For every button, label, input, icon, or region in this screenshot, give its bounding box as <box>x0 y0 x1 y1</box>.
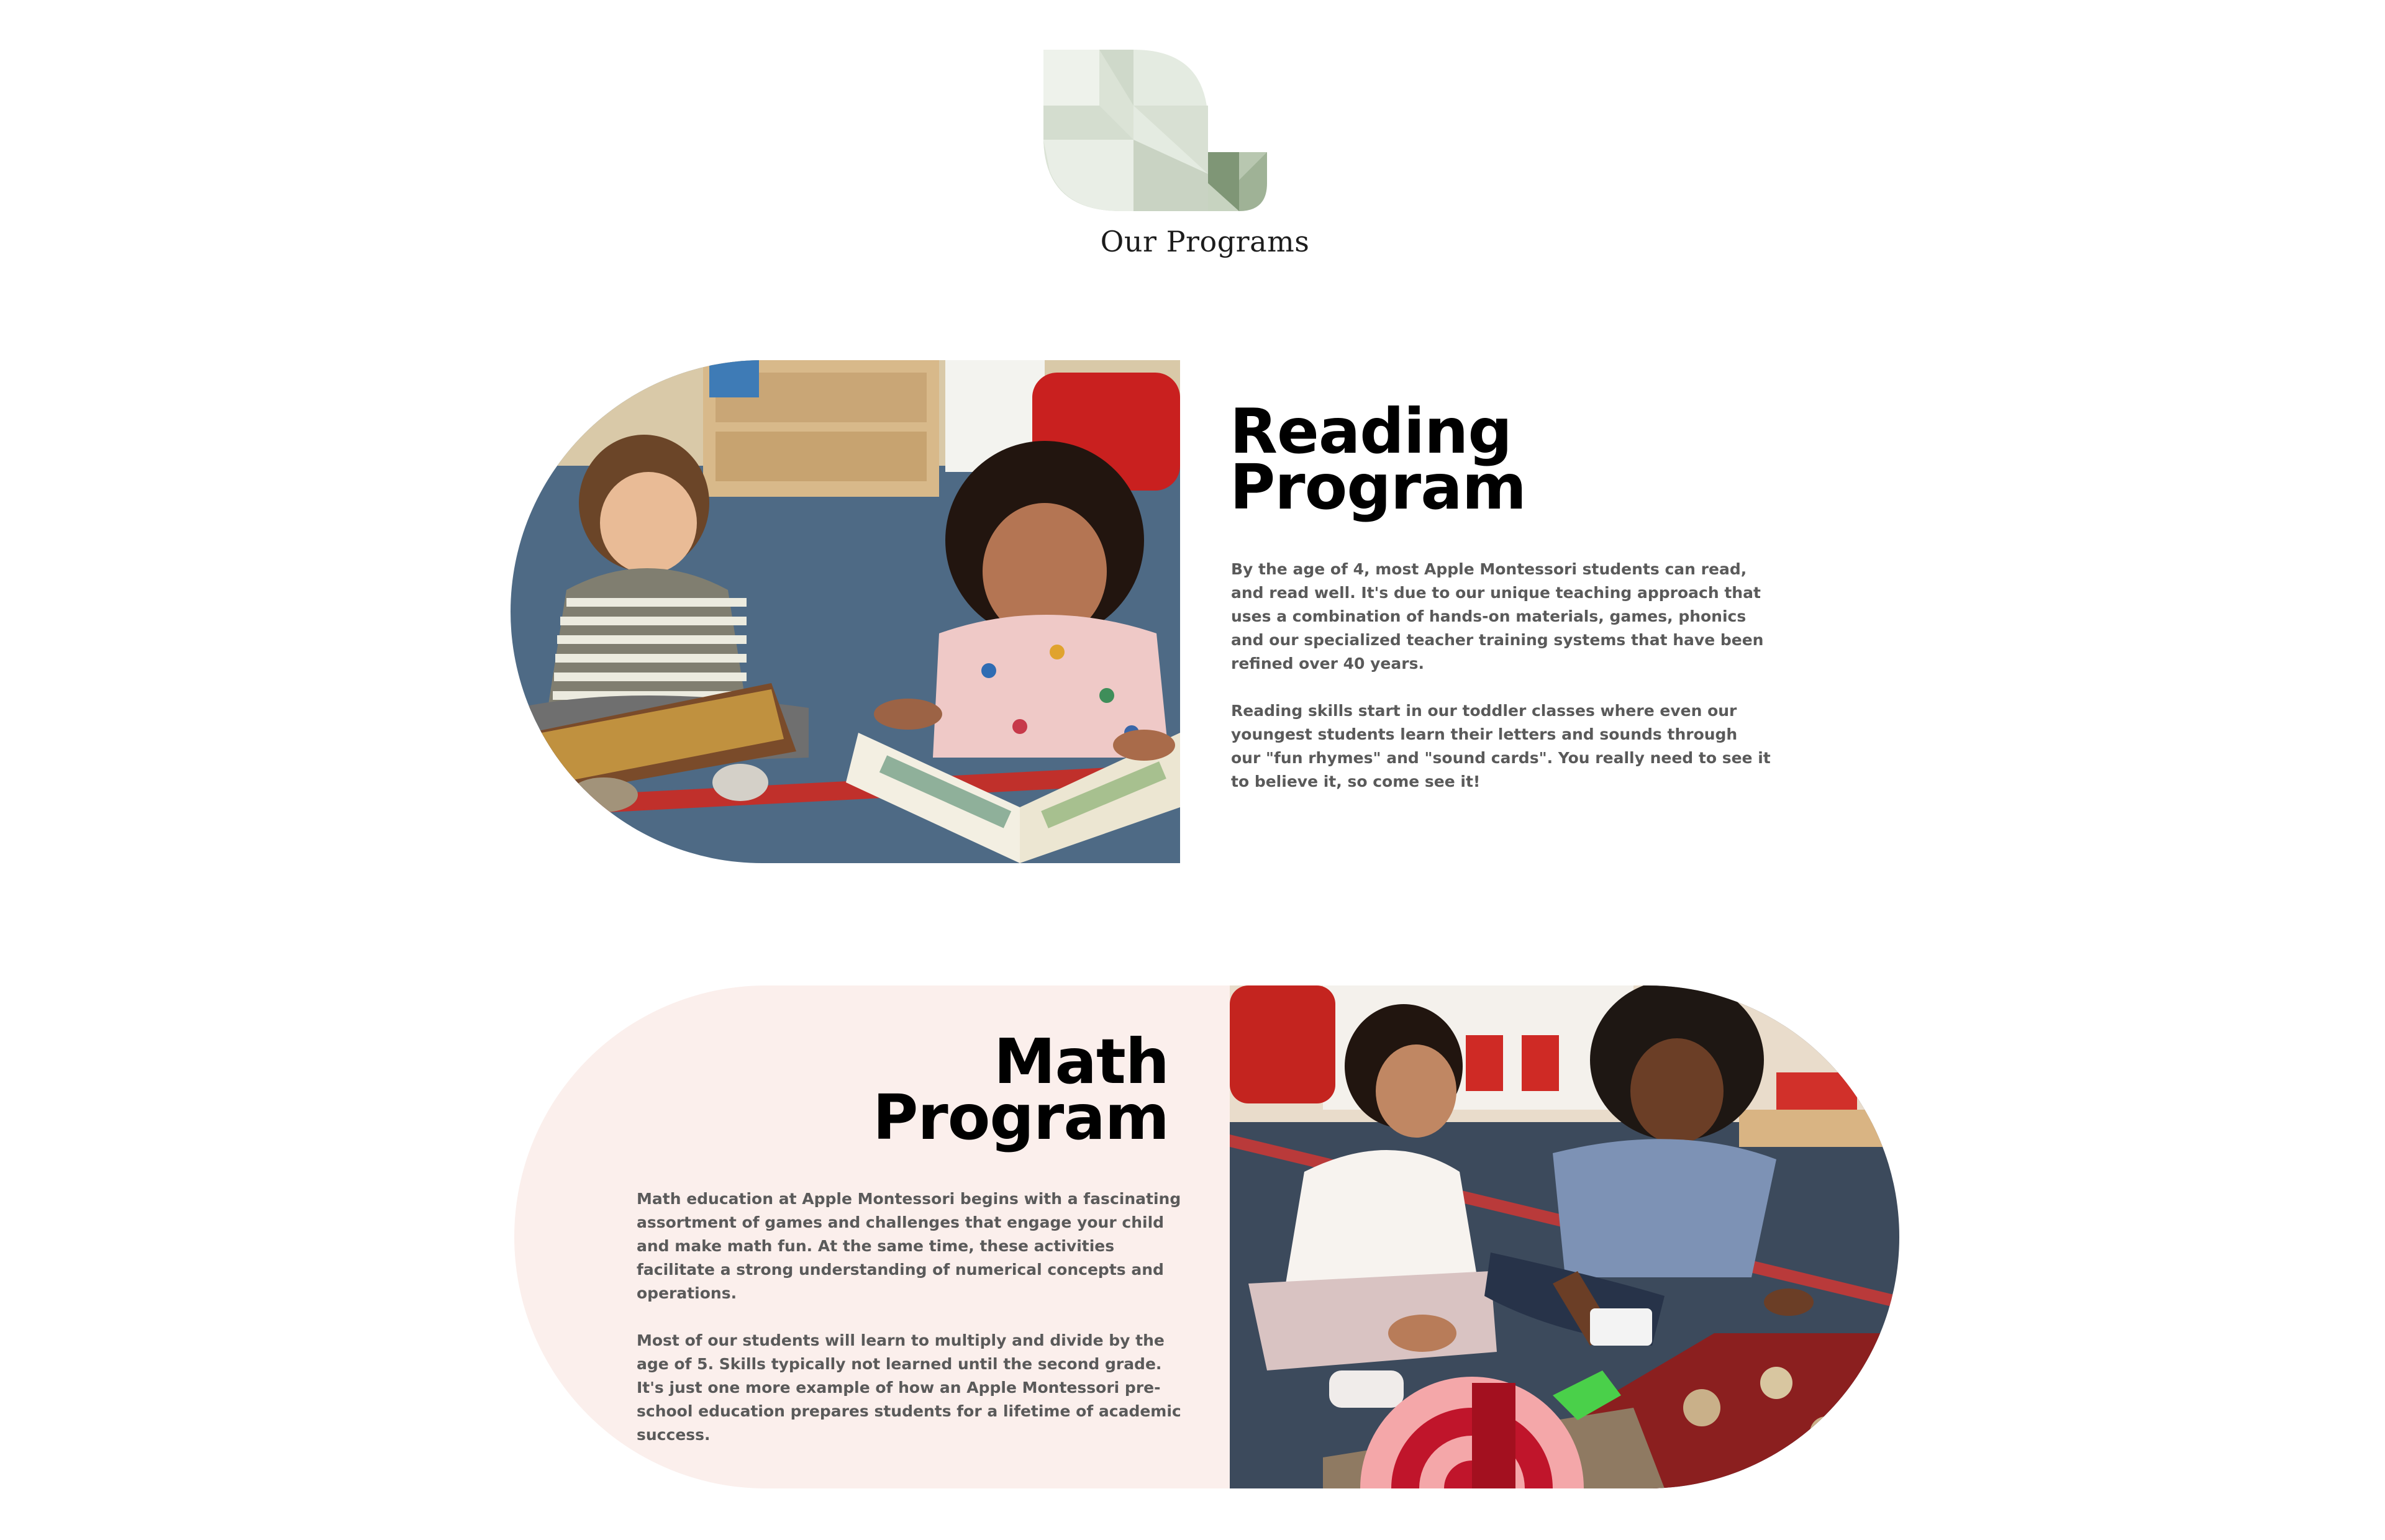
math-title-line2: Program <box>873 1081 1169 1154</box>
math-program-description <box>637 1187 1186 1470</box>
math-paragraph-2: Most of our students will learn to multiply and divide by the age of 5. Skills typically not learned until the second grade. It's just one more example of how an Apple Montessori pre-school education prepares students for a lifetime of academic success. <box>637 1331 1181 1444</box>
reading-program-photo <box>511 360 1180 863</box>
reading-title-line1: Reading <box>1230 395 1512 468</box>
reading-program-description <box>1231 558 1771 817</box>
math-paragraph-1: Math education at Apple Montessori begins with a fascinating assortment of games and challenges that engage your child and make math fun. At the same time, these activities facilitate a strong understanding of numerical concepts and operations. <box>637 1190 1181 1302</box>
reading-paragraph-2: Reading skills start in our toddler classes where even our youngest students learn their letters and sounds through our "fun rhymes" and "sound cards". You really need to see it to believe it, so come see it! <box>1231 702 1771 790</box>
leaf-logo-icon <box>1040 47 1270 214</box>
reading-paragraph-1: By the age of 4, most Apple Montessori students can read, and read well. It's due to our unique teaching approach that uses a combination of hands-on materials, games, phonics and our specialized teacher training systems that have been refined over 40 years. <box>1231 560 1764 673</box>
reading-title-line2: Program <box>1230 451 1526 523</box>
reading-program-title <box>1230 395 1665 523</box>
math-program-photo <box>1230 985 1899 1488</box>
section-title: Our Programs <box>1100 225 1310 258</box>
math-program-title <box>807 1025 1169 1154</box>
math-title-line1: Math <box>994 1025 1169 1098</box>
